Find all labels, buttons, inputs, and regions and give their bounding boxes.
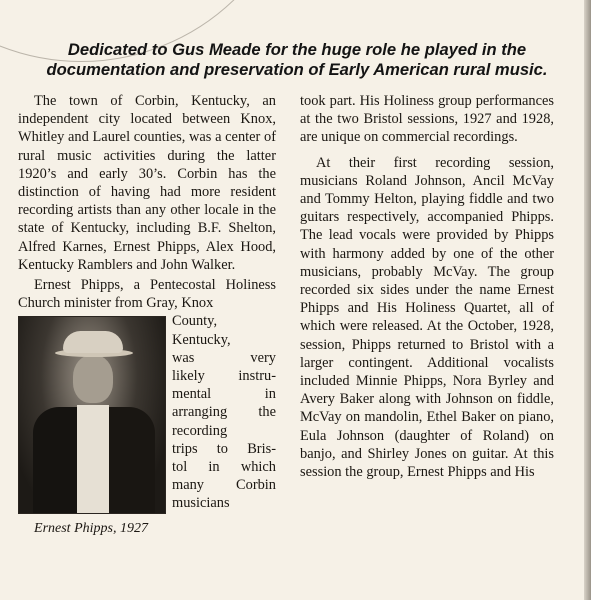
right-column	[300, 92, 554, 481]
recording-session-paragraph: At their first recording session, musicians Roland Johnson, Ancil McVay and Tommy Helton, playing fiddle and two guitars respectively, accompanied Phipps. The lead vocals were provided by Phipps with harmony added by one of the other musicians, probably McVay. The group recorded six sides under the name Ernest Phipps and His Holiness Quartet, all of which were released. At the October, 1928, session, Phipps returned to Bristol with a larger contingent. Additional vocalists included Minnie Phipps, Nora Byrley and Avery Baker along with Johnson on fiddle, McVay on mandolin, Ethel Baker on piano, Eula Johnson (daughter of Roland) on banjo, and Shirley Jones on guitar. At this session the group, Ernest Phipps and His	[300, 154, 554, 481]
photo-shirt	[77, 405, 109, 513]
photo-hat	[63, 331, 123, 353]
photo-coat-right	[103, 407, 155, 514]
wrap-line: recording	[172, 422, 228, 439]
wrap-line: County,	[172, 313, 218, 330]
wrap-line: tol in which	[172, 459, 276, 476]
holiness-paragraph: took part. His Holiness group performances at the two Bristol sessions, 1927 and 1928, are unique on commercial recordings.	[300, 93, 554, 146]
wrap-line: likely instru-	[172, 368, 276, 385]
dedication-heading: Dedicated to Gus Meade for the huge role he played in the documentation and preservation of Early American rural music.	[46, 40, 548, 79]
page-edge	[584, 0, 591, 600]
ernest-phipps-photo	[18, 316, 166, 514]
phipps-intro-text: Ernest Phipps, a Pentecostal Holiness Church minister from Gray, Knox	[18, 277, 276, 312]
phipps-intro-paragraph	[18, 276, 276, 312]
wrap-line: musicians	[172, 495, 230, 512]
wrap-line: trips to Bris-	[172, 440, 276, 457]
corbin-paragraph: The town of Corbin, Kentucky, an independent city located between Knox, Whitley and Laurel counties, was a center of rural music activities during the latter 1920’s and early 30’s. Corbin has the distinction of having had more resident recording artists than any other locale in the state of Kentucky, including B.F. Shelton, Alfred Karnes, Ernest Phipps, Alex Hood, Kentucky Ramblers and John Walker.	[18, 93, 276, 273]
photo-face	[73, 355, 113, 403]
photo-caption: Ernest Phipps, 1927	[34, 521, 148, 537]
wrap-line: mental in	[172, 386, 276, 403]
wrap-line: arranging the	[172, 404, 276, 421]
photo-figure	[18, 316, 164, 538]
left-column	[18, 92, 276, 538]
wrap-line: Kentucky,	[172, 331, 231, 348]
photo-coat-left	[33, 407, 83, 514]
wrap-line: many Corbin	[172, 477, 276, 494]
wrap-line: was very	[172, 349, 276, 366]
